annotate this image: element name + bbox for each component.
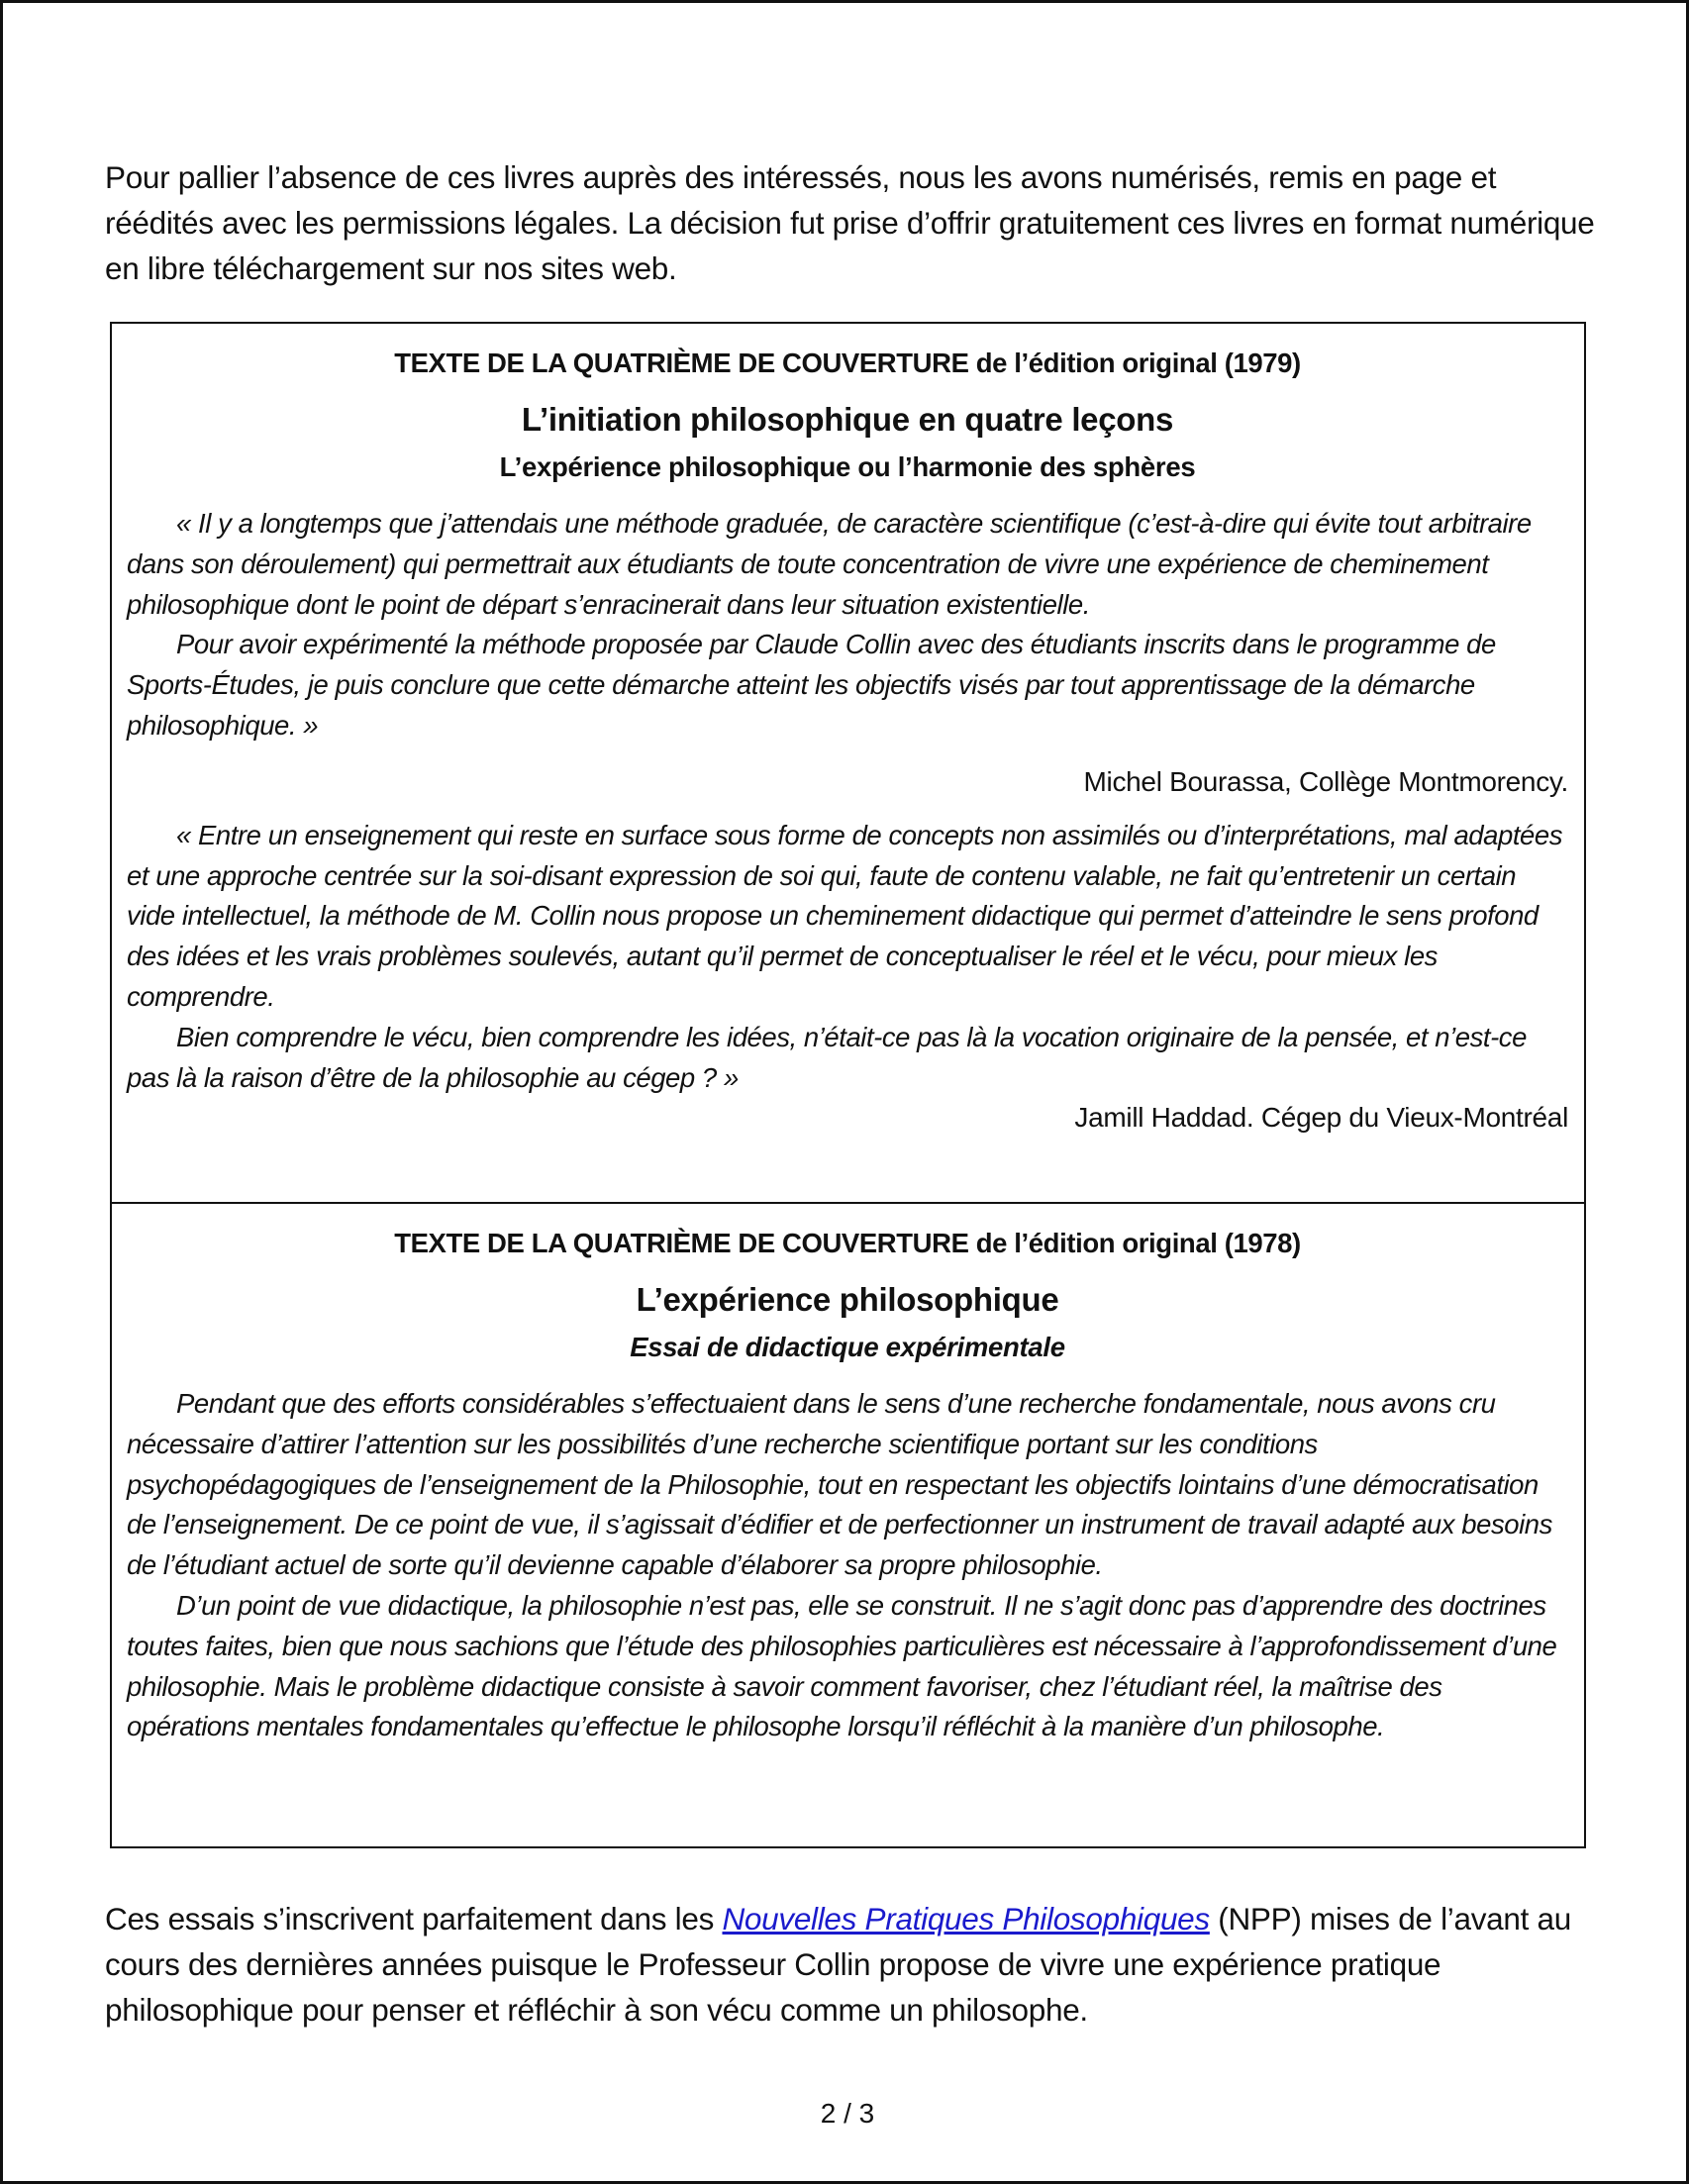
heading-caps: TEXTE DE LA QUATRIÈME DE COUVERTURE	[394, 1228, 969, 1258]
attribution-haddad: Jamill Haddad. Cégep du Vieux-Montréal	[1074, 1102, 1568, 1134]
npp-link[interactable]: Nouvelles Pratiques Philosophiques	[722, 1901, 1210, 1936]
heading-rest: de l’édition original (1978)	[968, 1228, 1301, 1258]
back-cover-box	[110, 322, 1586, 1848]
closing-text-after: (NPP) mises de l’avant au cours des dernières années puisque le Professeur Collin propose de vivre une expérience pratique philosophique pour penser et réfléchir à son vécu comme un philosophe.	[105, 1901, 1571, 2028]
quote-paragraph: Bien comprendre le vécu, bien comprendre les idées, n’était-ce pas là la vocation originaire de la pensée, et n’est-ce pas là la raison d’être de la philosophie au cégep ? »	[127, 1021, 1527, 1093]
book-subtitle-1979: L’expérience philosophique ou l’harmonie des sphères	[499, 451, 1196, 482]
back-cover-1979	[112, 324, 1584, 1204]
intro-paragraph: Pour pallier l’absence de ces livres auprès des intéressés, nous les avons numérisés, remis en page et réédités avec les permissions légales. La décision fut prise d’offrir gratuitement ces livres en format numérique en libre téléchargement sur nos sites web.	[105, 159, 1595, 286]
back-cover-heading-1978	[127, 1204, 1568, 1262]
heading-rest: de l’édition original (1979)	[968, 347, 1301, 378]
quote-paragraph: « Entre un enseignement qui reste en surface sous forme de concepts non assimilés ou d’interprétations, mal adaptées et une approche centrée sur la soi-disant expression de soi qui, faute de contenu valable, ne fait qu’entretenir un certain vide intellectuel, la méthode de M. Collin nous propose un cheminement didactique qui permet d’atteindre le sens profond des idées et les vrais problèmes soulevés, autant qu’il permet de conceptualiser le réel et le vécu, pour mieux les comprendre.	[127, 819, 1563, 1012]
quote-paragraph: Pour avoir expérimenté la méthode proposée par Claude Collin avec des étudiants inscrits dans le programme de Sports-Études, je puis conclure que cette démarche atteint les objectifs visés par tout apprentissage de la démarche philosophique. »	[127, 629, 1496, 741]
back-cover-text-1978	[127, 1384, 1568, 1747]
book-title-1978: L’expérience philosophique	[636, 1281, 1059, 1318]
heading-caps: TEXTE DE LA QUATRIÈME DE COUVERTURE	[394, 347, 969, 378]
quote-haddad	[127, 816, 1568, 1099]
quote-paragraph: « Il y a longtemps que j’attendais une méthode graduée, de caractère scientifique (c’est-à-dire qui évite tout arbitraire dans son déroulement) qui permettrait aux étudiants de toute concentration de vivre une expérience de cheminement philosophique dont le point de départ s’enracinerait dans leur situation existentielle.	[127, 508, 1532, 620]
back-cover-heading-1979	[127, 324, 1568, 382]
quote-bourassa	[127, 504, 1568, 746]
book-subtitle-1978: Essai de didactique expérimentale	[630, 1332, 1065, 1362]
closing-paragraph	[105, 1896, 1610, 2033]
back-cover-1978	[112, 1204, 1584, 1846]
body-paragraph: D’un point de vue didactique, la philosophie n’est pas, elle se construit. Il ne s’agit donc pas d’apprendre des doctrines toutes faites, bien que nous sachions que l’étude des philosophies particulières est nécessaire à l’approfondissement d’une philosophie. Mais le problème didactique consiste à savoir comment favoriser, chez l’étudiant réel, la maîtrise des opérations mentales fondamentales qu’effectue le philosophe lorsqu’il réfléchit à la manière d’un philosophe.	[127, 1589, 1557, 1742]
attribution-bourassa: Michel Bourassa, Collège Montmorency.	[1083, 765, 1568, 797]
body-paragraph: Pendant que des efforts considérables s’effectuaient dans le sens d’une recherche fondamentale, nous avons cru nécessaire d’attirer l’attention sur les possibilités d’une recherche scientifique portant sur les conditions psychopédagogiques de l’enseignement de la Philosophie, tout en respectant les objectifs lointains d’une démocratisation de l’enseignement. De ce point de vue, il s’agissait d’édifier et de perfectionner un instrument de travail adapté aux besoins de l’étudiant actuel de sorte qu’il devienne capable d’élaborer sa propre philosophie.	[127, 1388, 1552, 1581]
book-title-1979: L’initiation philosophique en quatre leçons	[521, 401, 1174, 438]
closing-text-before: Ces essais s’inscrivent parfaitement dans les	[105, 1901, 723, 1936]
page-number: 2 / 3	[820, 2098, 875, 2129]
